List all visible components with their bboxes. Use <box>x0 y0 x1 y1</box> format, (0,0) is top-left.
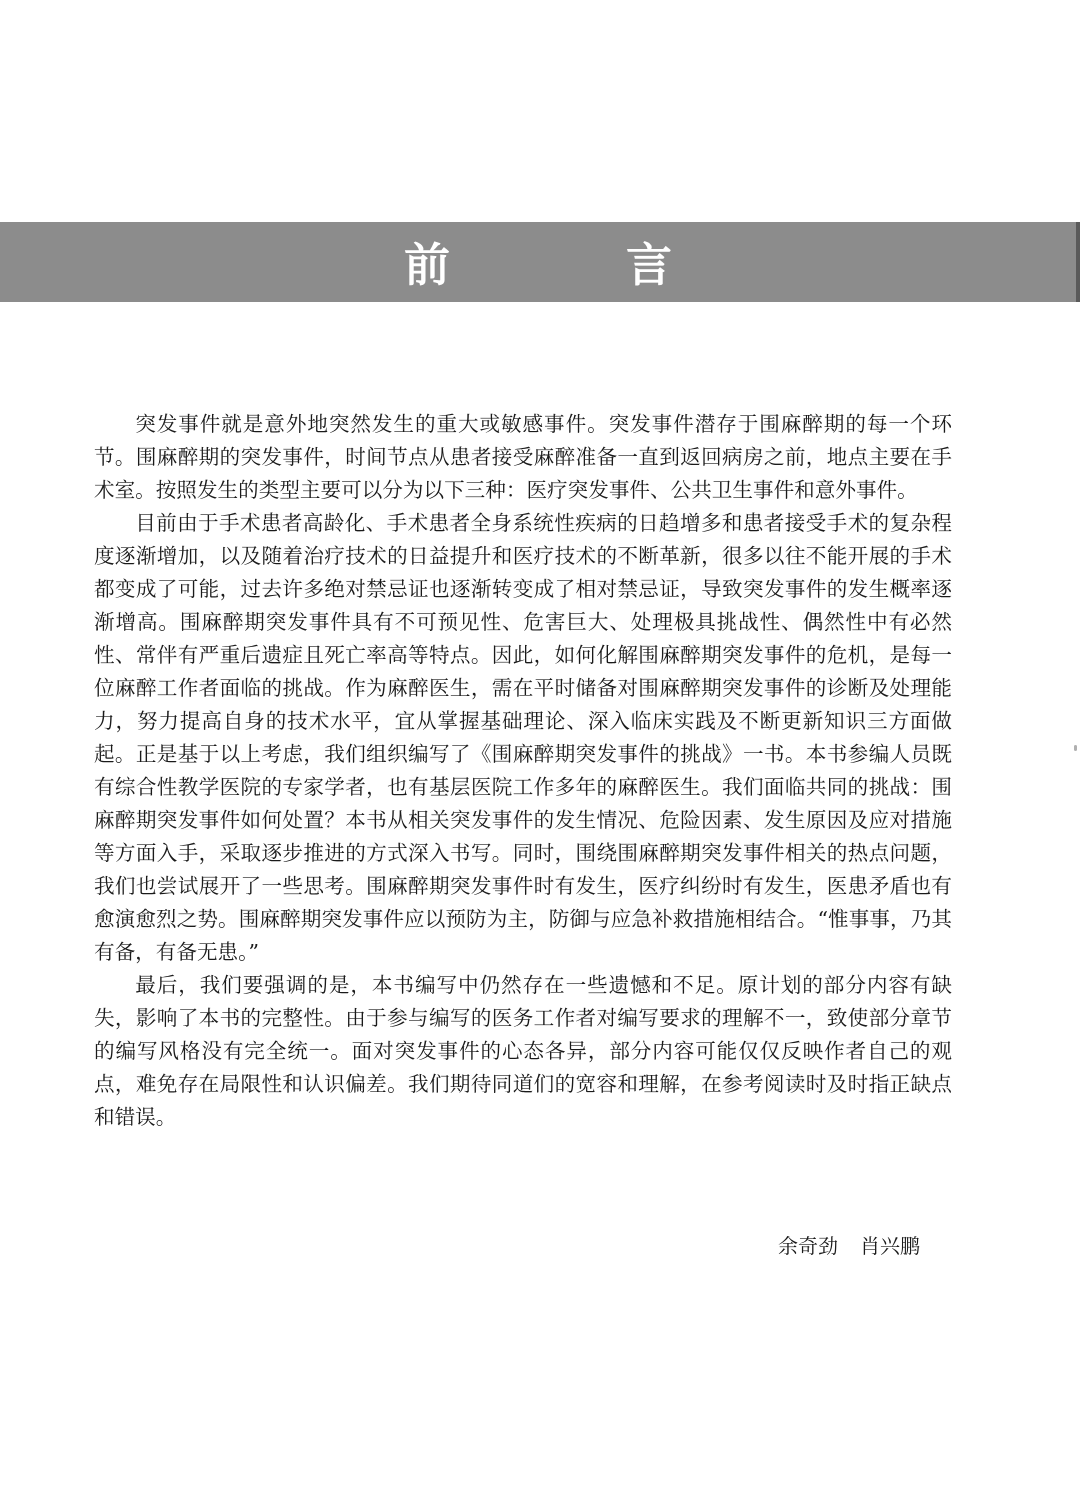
title-band-edge <box>1076 222 1080 302</box>
page-edge-mark <box>1074 745 1077 751</box>
signature <box>700 1230 920 1262</box>
paragraph-3: 最后，我们要强调的是，本书编写中仍然存在一些遗憾和不足。原计划的部分内容有缺失，影响了本书的完整性。由于参与编写的医务工作者对编写要求的理解不一，致使部分章节的编写风格没有完全统一。面对突发事件的心态各异，部分内容可能仅仅反映作者自己的观点，难免存在局限性和认识偏差。我们期待同道们的宽容和理解，在参考阅读时及时指正缺点和错误。 <box>94 973 952 1129</box>
preface-body <box>94 408 952 1134</box>
title-band <box>0 222 1076 302</box>
author-name: 余奇劲 <box>778 1234 838 1258</box>
paragraph-2: 目前由于手术患者高龄化、手术患者全身系统性疾病的日趋增多和患者接受手术的复杂程度逐渐增加，以及随着治疗技术的日益提升和医疗技术的不断革新，很多以往不能开展的手术都变成了可能，过去许多绝对禁忌证也逐渐转变成了相对禁忌证，导致突发事件的发生概率逐渐增高。围麻醉期突发事件具有不可预见性、危害巨大、处理极具挑战性、偶然性中有必然性、常伴有严重后遗症且死亡率高等特点。因此，如何化解围麻醉期突发事件的危机，是每一位麻醉工作者面临的挑战。作为麻醉医生，需在平时储备对围麻醉期突发事件的诊断及处理能力，努力提高自身的技术水平，宜从掌握基础理论、深入临床实践及不断更新知识三方面做起。正是基于以上考虑，我们组织编写了《围麻醉期突发事件的挑战》一书。本书参编人员既有综合性教学医院的专家学者，也有基层医院工作多年的麻醉医生。我们面临共同的挑战：围麻醉期突发事件如何处置？本书从相关突发事件的发生情况、危险因素、发生原因及应对措施等方面入手，采取逐步推进的方式深入书写。同时，围绕围麻醉期突发事件相关的热点问题，我们也尝试展开了一些思考。围麻醉期突发事件时有发生，医疗纠纷时有发生，医患矛盾也有愈演愈烈之势。围麻醉期突发事件应以预防为主，防御与应急补救措施相结合。“惟事事，乃其有备，有备无患。” <box>94 511 952 964</box>
paragraph-1: 突发事件就是意外地突然发生的重大或敏感事件。突发事件潜存于围麻醉期的每一个环节。围麻醉期的突发事件，时间节点从患者接受麻醉准备一直到返回病房之前，地点主要在手术室。按照发生的类型主要可以分为以下三种：医疗突发事件、公共卫生事件和意外事件。 <box>94 412 952 502</box>
author-name: 肖兴鹏 <box>860 1234 920 1258</box>
page-title: 前 言 <box>403 238 752 292</box>
